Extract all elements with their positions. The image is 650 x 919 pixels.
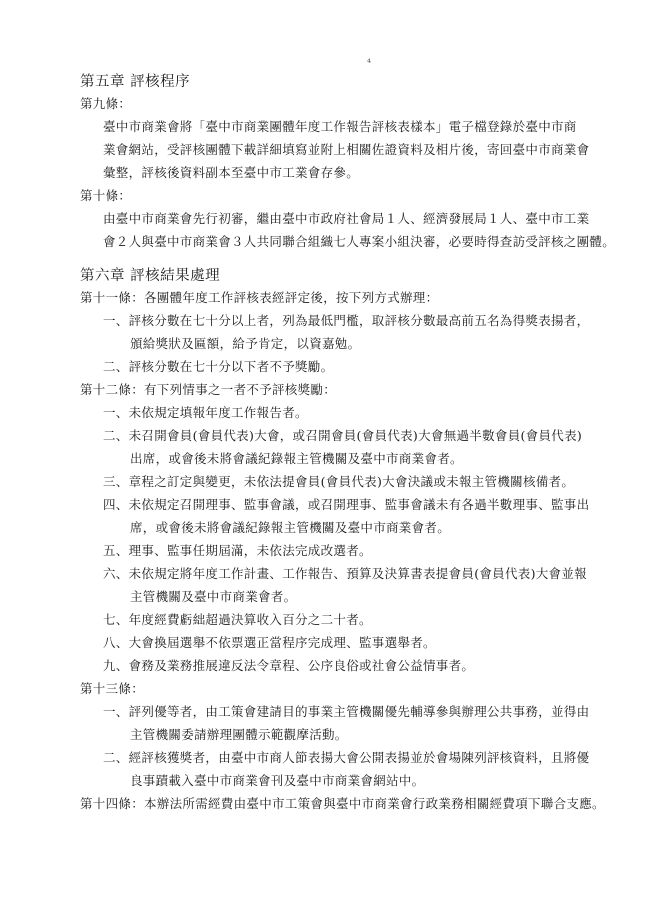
article-9-line-1: 臺中市商業會將「臺中市商業團體年度工作報告評核表樣本」電子檔登錄於臺中市商 (103, 119, 577, 134)
article-12-item-1: 一、未依規定填報年度工作報告者。 (103, 405, 308, 420)
article-9-heading: 第九條： (80, 96, 132, 111)
article-13-item-2-line-1: 二、經評核獲獎者，由臺中市商人節表揚大會公開表揚並於會場陳列評核資料，且將優 (103, 750, 590, 765)
article-12-item-3: 三、章程之訂定與變更，未依法提會員(會員代表)大會決議或未報主管機關核備者。 (103, 474, 575, 489)
article-13-item-1-line-1: 一、評列優等者，由工策會建請目的事業主管機關優先輔導參與辦理公共事務，並得由 (103, 704, 590, 719)
article-12-item-2-line-2: 出席，或會後未將會議紀錄報主管機關及臺中市商業會者。 (130, 451, 463, 466)
article-12-item-4-line-1: 四、未依規定召開理事、監事會議，或召開理事、監事會議未有各過半數理事、監事出 (103, 497, 590, 512)
article-11-item-2: 二、評核分數在七十分以下者不予獎勵。 (103, 359, 334, 374)
article-9-line-2: 業會網站，受評核團體下載詳細填寫並附上相關佐證資料及相片後，寄回臺中市商業會 (103, 142, 590, 157)
article-12-item-6-line-1: 六、未依規定將年度工作計畫、工作報告、預算及決算書表提會員(會員代表)大會並報 (103, 566, 587, 581)
article-11-heading: 第十一條：各團體年度工作評核表經評定後，按下列方式辦理： (80, 290, 439, 305)
page-mark: ⁴ (367, 58, 372, 69)
article-11-item-1-line-2: 頒給獎狀及匾額，給予肯定，以資嘉勉。 (130, 336, 361, 351)
chapter-6-title: 第六章 評核結果處理 (80, 268, 221, 284)
article-12-item-2-line-1: 二、未召開會員(會員代表)大會，或召開會員(會員代表)大會無過半數會員(會員代表) (103, 428, 583, 443)
article-14: 第十四條：本辦法所需經費由臺中市工策會與臺中市商業會行政業務相關經費項下聯合支應。 (80, 796, 605, 811)
article-10-heading: 第十條： (80, 188, 132, 203)
article-12-item-4-line-2: 席，或會後未將會議紀錄報主管機關及臺中市商業會者。 (130, 520, 451, 535)
article-10-line-1: 由臺中市商業會先行初審，繼由臺中市政府社會局１人、經濟發展局１人、臺中市工業 (103, 211, 590, 226)
article-12-item-6-line-2: 主管機關及臺中市商業會者。 (130, 589, 297, 604)
article-12-heading: 第十二條：有下列情事之一者不予評核獎勵： (80, 382, 337, 397)
article-12-item-5: 五、理事、監事任期屆滿，未依法完成改選者。 (103, 543, 372, 558)
article-12-item-8: 八、大會換屆選舉不依票選正當程序完成理、監事選舉者。 (103, 635, 436, 650)
article-12-item-7: 七、年度經費虧絀超過決算收入百分之二十者。 (103, 612, 372, 627)
article-13-item-1-line-2: 主管機關委請辦理團體示範觀摩活動。 (130, 727, 348, 742)
article-9-line-3: 彙整，評核後資料副本至臺中市工業會存參。 (103, 165, 360, 180)
article-12-item-9: 九、會務及業務推展違反法令章程、公序良俗或社會公益情事者。 (103, 658, 475, 673)
article-10-line-2: 會２人與臺中市商業會３人共同聯合組織七人專案小組決審，必要時得查訪受評核之團體。 (103, 234, 616, 249)
article-13-heading: 第十三條： (80, 681, 145, 696)
article-13-item-2-line-2: 良事蹟載入臺中市商業會刊及臺中市商業會網站中。 (130, 773, 425, 788)
chapter-5-title: 第五章 評核程序 (80, 74, 191, 90)
article-11-item-1-line-1: 一、評核分數在七十分以上者，列為最低門檻，取評核分數最高前五名為得獎表揚者， (103, 313, 590, 328)
